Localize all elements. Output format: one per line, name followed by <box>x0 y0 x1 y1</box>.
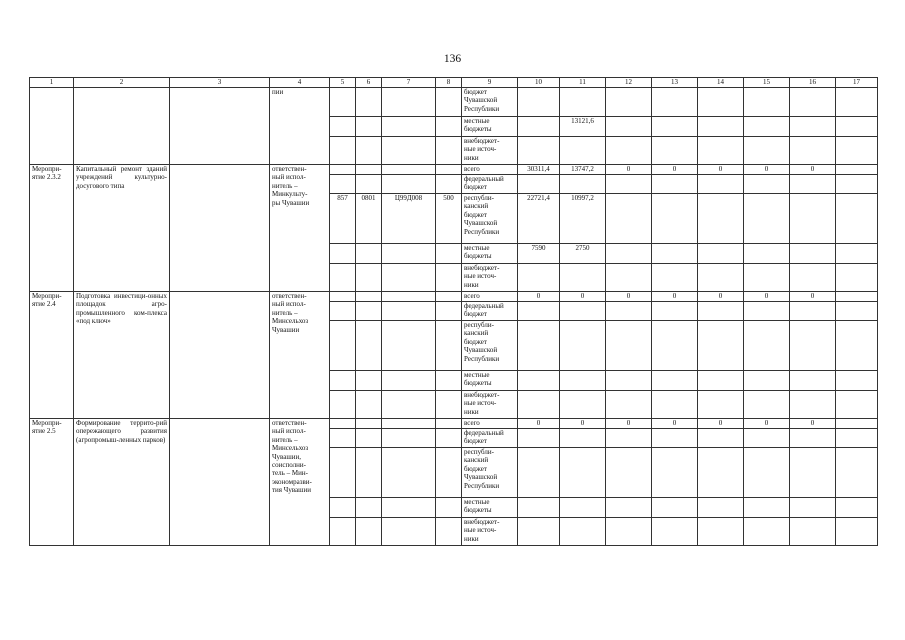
value-cell <box>652 429 698 448</box>
value-cell <box>652 371 698 391</box>
csr-cell <box>382 292 436 302</box>
rzpr-cell <box>356 371 382 391</box>
value-cell <box>836 429 878 448</box>
column-number: 15 <box>744 78 790 88</box>
responsible-cell: ответствен- ный испол- нитель – Минсельхоз Чувашии <box>270 292 330 419</box>
value-cell <box>698 448 744 498</box>
vr-cell <box>436 88 462 117</box>
value-cell <box>606 88 652 117</box>
value-cell <box>836 137 878 165</box>
value-cell <box>836 518 878 546</box>
value-cell <box>836 264 878 292</box>
value-cell <box>790 498 836 518</box>
value-cell <box>790 429 836 448</box>
column-3-cell <box>170 165 270 292</box>
value-cell: 0 <box>698 419 744 429</box>
rzpr-cell <box>356 302 382 321</box>
csr-cell <box>382 264 436 292</box>
grbs-cell <box>330 175 356 194</box>
value-cell <box>698 518 744 546</box>
grbs-cell <box>330 321 356 371</box>
csr-cell <box>382 419 436 429</box>
value-cell <box>606 244 652 264</box>
value-cell <box>698 302 744 321</box>
rzpr-cell <box>356 137 382 165</box>
value-cell: 0 <box>652 292 698 302</box>
csr-cell <box>382 429 436 448</box>
vr-cell <box>436 498 462 518</box>
rzpr-cell <box>356 448 382 498</box>
budget-table <box>29 77 878 546</box>
value-cell <box>790 88 836 117</box>
value-cell <box>518 321 560 371</box>
value-cell <box>836 88 878 117</box>
grbs-cell <box>330 498 356 518</box>
value-cell <box>652 498 698 518</box>
value-cell <box>518 498 560 518</box>
value-cell <box>698 264 744 292</box>
funding-source-cell: местные бюджеты <box>462 117 518 137</box>
value-cell <box>790 137 836 165</box>
column-number: 6 <box>356 78 382 88</box>
value-cell <box>836 292 878 302</box>
value-cell: 2750 <box>560 244 606 264</box>
value-cell <box>836 391 878 419</box>
grbs-cell <box>330 264 356 292</box>
column-3-cell <box>170 88 270 165</box>
value-cell: 0 <box>744 165 790 175</box>
csr-cell <box>382 244 436 264</box>
value-cell <box>698 391 744 419</box>
table-row <box>30 165 878 175</box>
value-cell <box>836 302 878 321</box>
activity-code-cell <box>30 88 74 165</box>
value-cell: 0 <box>518 292 560 302</box>
funding-source-cell: внебюджет- ные источ- ники <box>462 391 518 419</box>
value-cell <box>836 175 878 194</box>
value-cell <box>606 391 652 419</box>
value-cell: 13121,6 <box>560 117 606 137</box>
value-cell <box>560 391 606 419</box>
vr-cell <box>436 264 462 292</box>
vr-cell: 500 <box>436 194 462 244</box>
activity-code-cell: Меропри- ятие 2.5 <box>30 419 74 546</box>
value-cell: 0 <box>518 419 560 429</box>
value-cell: 0 <box>606 165 652 175</box>
value-cell <box>518 88 560 117</box>
funding-source-cell: местные бюджеты <box>462 498 518 518</box>
value-cell <box>518 137 560 165</box>
value-cell <box>836 117 878 137</box>
value-cell <box>836 321 878 371</box>
column-3-cell <box>170 419 270 546</box>
csr-cell <box>382 391 436 419</box>
value-cell <box>518 448 560 498</box>
value-cell <box>606 302 652 321</box>
value-cell <box>744 117 790 137</box>
funding-source-cell: федеральный бюджет <box>462 429 518 448</box>
rzpr-cell <box>356 498 382 518</box>
value-cell <box>606 371 652 391</box>
value-cell <box>744 264 790 292</box>
grbs-cell <box>330 429 356 448</box>
vr-cell <box>436 292 462 302</box>
value-cell <box>698 88 744 117</box>
value-cell <box>652 302 698 321</box>
value-cell <box>744 302 790 321</box>
funding-source-cell: федеральный бюджет <box>462 175 518 194</box>
value-cell <box>744 518 790 546</box>
value-cell <box>698 117 744 137</box>
value-cell <box>652 244 698 264</box>
rzpr-cell <box>356 264 382 292</box>
grbs-cell <box>330 391 356 419</box>
csr-cell: Ц99Д008 <box>382 194 436 244</box>
value-cell <box>790 518 836 546</box>
value-cell: 22721,4 <box>518 194 560 244</box>
value-cell <box>698 498 744 518</box>
funding-source-cell: федеральный бюджет <box>462 302 518 321</box>
vr-cell <box>436 429 462 448</box>
value-cell <box>652 117 698 137</box>
funding-source-cell: местные бюджеты <box>462 244 518 264</box>
value-cell <box>652 391 698 419</box>
column-number: 3 <box>170 78 270 88</box>
value-cell <box>518 429 560 448</box>
vr-cell <box>436 419 462 429</box>
value-cell <box>606 448 652 498</box>
value-cell <box>744 429 790 448</box>
csr-cell <box>382 137 436 165</box>
grbs-cell <box>330 137 356 165</box>
value-cell <box>698 175 744 194</box>
value-cell <box>790 264 836 292</box>
column-number: 9 <box>462 78 518 88</box>
value-cell <box>606 137 652 165</box>
activity-name-cell: Капитальный ремонт зданий учреждений культурно-досугового типа <box>74 165 170 292</box>
value-cell <box>836 194 878 244</box>
vr-cell <box>436 117 462 137</box>
value-cell <box>560 498 606 518</box>
column-number: 11 <box>560 78 606 88</box>
funding-source-cell: республи- канский бюджет Чувашской Республики <box>462 321 518 371</box>
column-number: 17 <box>836 78 878 88</box>
value-cell <box>606 498 652 518</box>
value-cell <box>698 371 744 391</box>
column-number: 16 <box>790 78 836 88</box>
value-cell <box>560 264 606 292</box>
funding-source-cell: местные бюджеты <box>462 371 518 391</box>
column-number: 13 <box>652 78 698 88</box>
grbs-cell: 857 <box>330 194 356 244</box>
rzpr-cell <box>356 429 382 448</box>
funding-source-cell: республи- канский бюджет Чувашской Республики <box>462 448 518 498</box>
csr-cell <box>382 302 436 321</box>
value-cell <box>560 302 606 321</box>
vr-cell <box>436 175 462 194</box>
value-cell <box>560 137 606 165</box>
table-row <box>30 419 878 429</box>
value-cell: 0 <box>652 165 698 175</box>
vr-cell <box>436 137 462 165</box>
value-cell: 0 <box>606 292 652 302</box>
funding-source-cell: всего <box>462 165 518 175</box>
value-cell: 0 <box>790 419 836 429</box>
vr-cell <box>436 391 462 419</box>
value-cell <box>744 448 790 498</box>
value-cell <box>652 194 698 244</box>
grbs-cell <box>330 448 356 498</box>
column-3-cell <box>170 292 270 419</box>
value-cell <box>560 88 606 117</box>
vr-cell <box>436 371 462 391</box>
csr-cell <box>382 371 436 391</box>
value-cell: 30311,4 <box>518 165 560 175</box>
value-cell <box>560 175 606 194</box>
value-cell <box>744 498 790 518</box>
value-cell <box>790 321 836 371</box>
value-cell <box>518 302 560 321</box>
value-cell <box>606 264 652 292</box>
grbs-cell <box>330 518 356 546</box>
column-number: 4 <box>270 78 330 88</box>
funding-source-cell: бюджет Чувашской Республики <box>462 88 518 117</box>
value-cell <box>560 518 606 546</box>
value-cell <box>518 264 560 292</box>
value-cell <box>518 518 560 546</box>
value-cell <box>652 448 698 498</box>
value-cell: 10997,2 <box>560 194 606 244</box>
funding-source-cell: внебюджет- ные источ- ники <box>462 137 518 165</box>
grbs-cell <box>330 292 356 302</box>
grbs-cell <box>330 117 356 137</box>
value-cell: 0 <box>652 419 698 429</box>
value-cell <box>790 302 836 321</box>
vr-cell <box>436 518 462 546</box>
value-cell <box>518 371 560 391</box>
rzpr-cell: 0801 <box>356 194 382 244</box>
table-row <box>30 292 878 302</box>
rzpr-cell <box>356 175 382 194</box>
csr-cell <box>382 518 436 546</box>
value-cell <box>744 194 790 244</box>
value-cell <box>606 117 652 137</box>
value-cell: 0 <box>560 419 606 429</box>
activity-name-cell <box>74 88 170 165</box>
csr-cell <box>382 321 436 371</box>
value-cell <box>518 117 560 137</box>
rzpr-cell <box>356 321 382 371</box>
value-cell: 0 <box>744 292 790 302</box>
funding-source-cell: внебюджет- ные источ- ники <box>462 518 518 546</box>
header-row <box>30 78 878 88</box>
responsible-cell: ответствен- ный испол- нитель – Минсельхоз Чувашии, соисполни- тель – Мин- экономразви- тия Чувашии <box>270 419 330 546</box>
column-number: 1 <box>30 78 74 88</box>
value-cell: 0 <box>698 292 744 302</box>
value-cell: 0 <box>790 292 836 302</box>
column-number: 2 <box>74 78 170 88</box>
rzpr-cell <box>356 117 382 137</box>
value-cell <box>652 88 698 117</box>
column-number: 12 <box>606 78 652 88</box>
value-cell <box>698 429 744 448</box>
value-cell <box>790 194 836 244</box>
rzpr-cell <box>356 419 382 429</box>
value-cell <box>652 175 698 194</box>
value-cell: 0 <box>606 419 652 429</box>
funding-source-cell: республи- канский бюджет Чувашской Республики <box>462 194 518 244</box>
csr-cell <box>382 448 436 498</box>
grbs-cell <box>330 419 356 429</box>
rzpr-cell <box>356 244 382 264</box>
value-cell: 0 <box>790 165 836 175</box>
value-cell <box>836 419 878 429</box>
csr-cell <box>382 498 436 518</box>
value-cell <box>560 371 606 391</box>
value-cell: 0 <box>698 165 744 175</box>
grbs-cell <box>330 371 356 391</box>
csr-cell <box>382 117 436 137</box>
column-number: 10 <box>518 78 560 88</box>
value-cell: 13747,2 <box>560 165 606 175</box>
column-number: 8 <box>436 78 462 88</box>
activity-name-cell: Подготовка инвестици-онных площадок агро-промышленного ком-плекса «под ключ» <box>74 292 170 419</box>
activity-code-cell: Меропри- ятие 2.3.2 <box>30 165 74 292</box>
rzpr-cell <box>356 292 382 302</box>
column-number: 5 <box>330 78 356 88</box>
value-cell <box>560 321 606 371</box>
funding-source-cell: всего <box>462 419 518 429</box>
value-cell <box>744 391 790 419</box>
page-number: 136 <box>443 53 462 65</box>
value-cell <box>790 117 836 137</box>
value-cell <box>790 244 836 264</box>
value-cell: 0 <box>560 292 606 302</box>
funding-source-cell: всего <box>462 292 518 302</box>
grbs-cell <box>330 302 356 321</box>
value-cell <box>652 518 698 546</box>
csr-cell <box>382 175 436 194</box>
value-cell <box>836 371 878 391</box>
vr-cell <box>436 321 462 371</box>
value-cell <box>698 194 744 244</box>
activity-name-cell: Формирование террито-рий опережающего развития (агропромыш-ленных парков) <box>74 419 170 546</box>
rzpr-cell <box>356 88 382 117</box>
value-cell <box>652 264 698 292</box>
value-cell <box>518 391 560 419</box>
value-cell <box>606 175 652 194</box>
rzpr-cell <box>356 391 382 419</box>
csr-cell <box>382 88 436 117</box>
value-cell <box>698 321 744 371</box>
responsible-cell: пии <box>270 88 330 165</box>
value-cell <box>518 175 560 194</box>
value-cell <box>652 321 698 371</box>
value-cell <box>744 175 790 194</box>
grbs-cell <box>330 88 356 117</box>
vr-cell <box>436 448 462 498</box>
value-cell <box>606 194 652 244</box>
value-cell: 7590 <box>518 244 560 264</box>
funding-source-cell: внебюджет- ные источ- ники <box>462 264 518 292</box>
value-cell <box>744 321 790 371</box>
responsible-cell: ответствен- ный испол- нитель – Минкульту- ры Чувашии <box>270 165 330 292</box>
rzpr-cell <box>356 165 382 175</box>
column-number: 7 <box>382 78 436 88</box>
vr-cell <box>436 244 462 264</box>
grbs-cell <box>330 165 356 175</box>
value-cell <box>606 518 652 546</box>
value-cell <box>560 429 606 448</box>
value-cell <box>652 137 698 165</box>
value-cell <box>698 137 744 165</box>
value-cell <box>744 244 790 264</box>
value-cell: 0 <box>744 419 790 429</box>
value-cell <box>790 391 836 419</box>
value-cell <box>560 448 606 498</box>
vr-cell <box>436 165 462 175</box>
value-cell <box>606 321 652 371</box>
value-cell <box>790 448 836 498</box>
value-cell <box>790 175 836 194</box>
value-cell <box>606 429 652 448</box>
table-row <box>30 88 878 117</box>
value-cell <box>698 244 744 264</box>
csr-cell <box>382 165 436 175</box>
value-cell <box>836 244 878 264</box>
rzpr-cell <box>356 518 382 546</box>
value-cell <box>836 165 878 175</box>
grbs-cell <box>330 244 356 264</box>
column-number: 14 <box>698 78 744 88</box>
value-cell <box>744 137 790 165</box>
value-cell <box>836 498 878 518</box>
activity-code-cell: Меропри- ятие 2.4 <box>30 292 74 419</box>
value-cell <box>836 448 878 498</box>
value-cell <box>790 371 836 391</box>
value-cell <box>744 88 790 117</box>
vr-cell <box>436 302 462 321</box>
value-cell <box>744 371 790 391</box>
